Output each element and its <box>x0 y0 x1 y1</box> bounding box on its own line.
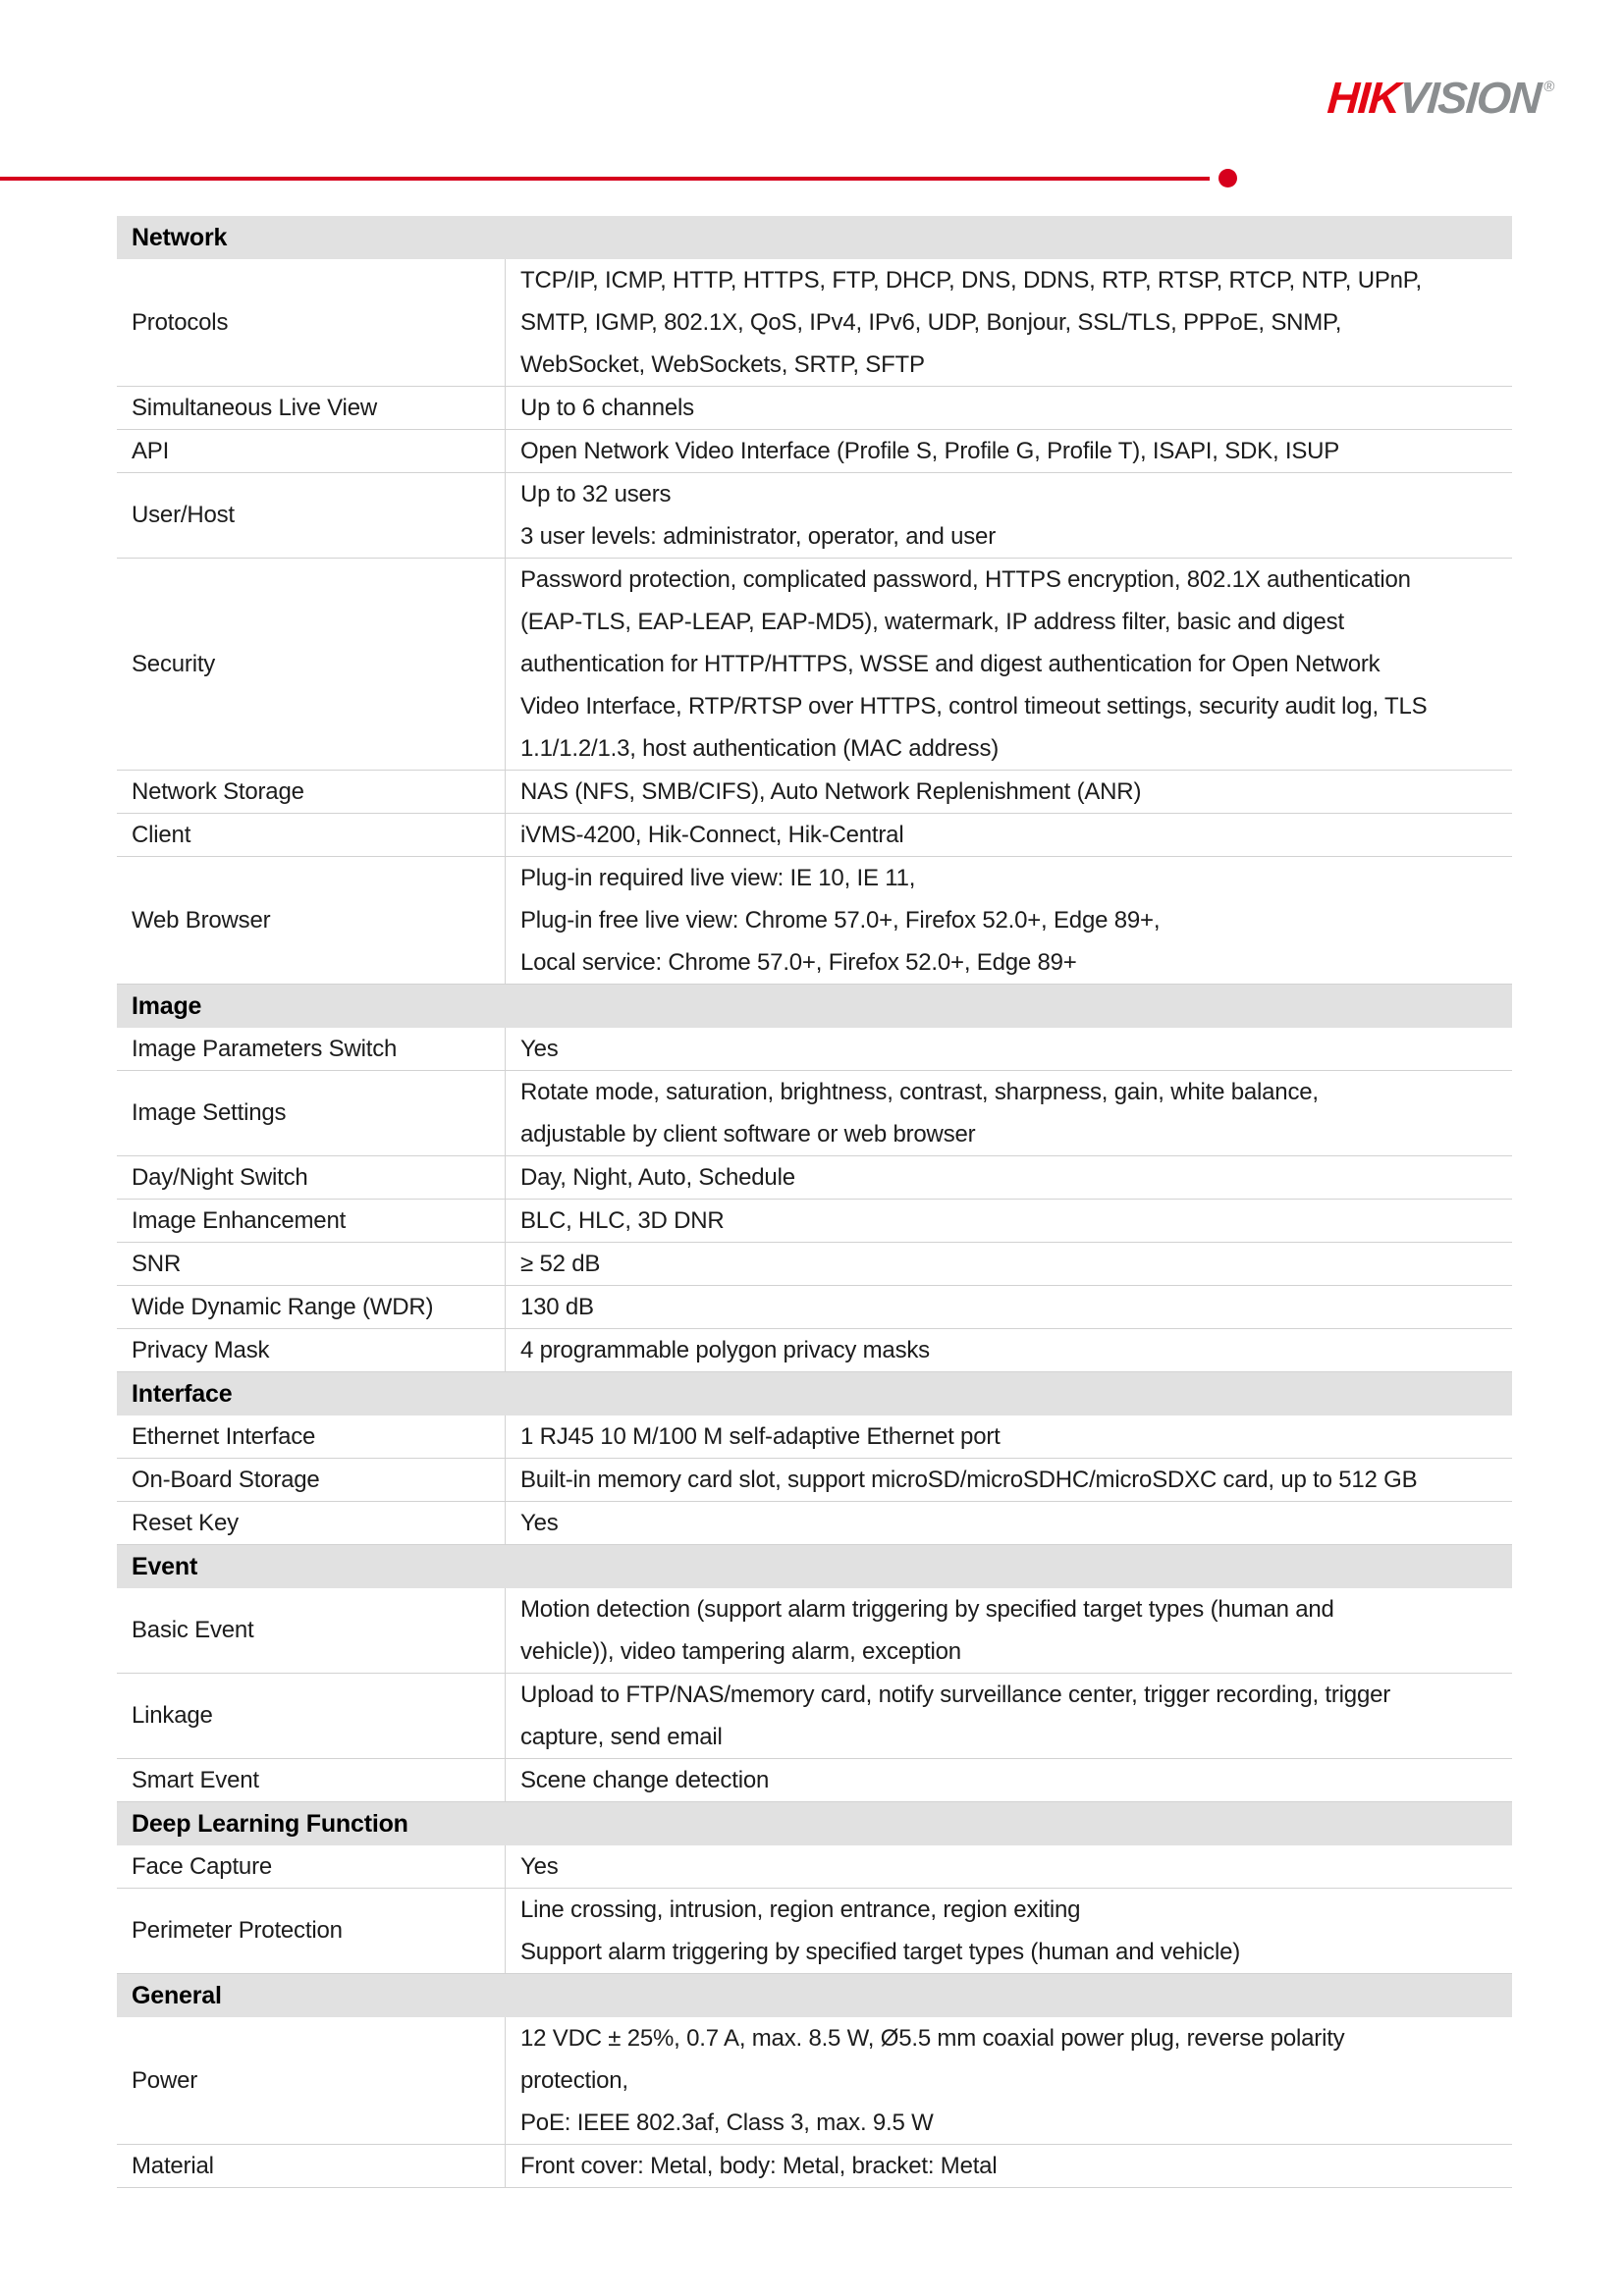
spec-value-line: BLC, HLC, 3D DNR <box>520 1207 725 1234</box>
spec-value-line: TCP/IP, ICMP, HTTP, HTTPS, FTP, DHCP, DNS, DDNS, RTP, RTSP, RTCP, NTP, UPnP, <box>520 267 1422 294</box>
spec-value-line: Yes <box>520 1036 559 1062</box>
spec-name-cell: On-Board Storage <box>117 1459 506 1501</box>
spec-value-cell <box>506 2017 1512 2144</box>
header-rule <box>0 177 1210 181</box>
spec-value-line: protection, <box>520 2067 628 2094</box>
spec-row <box>117 1415 1512 1459</box>
spec-row <box>117 1200 1512 1243</box>
spec-name-cell: API <box>117 430 506 472</box>
spec-value-line: Line crossing, intrusion, region entrance, region exiting <box>520 1896 1081 1923</box>
spec-value-line: ≥ 52 dB <box>520 1251 601 1277</box>
spec-name-cell: Security <box>117 559 506 770</box>
spec-value-line: NAS (NFS, SMB/CIFS), Auto Network Replenishment (ANR) <box>520 778 1142 805</box>
spec-row <box>117 1028 1512 1071</box>
spec-value-cell <box>506 1243 1512 1285</box>
spec-value-line: Video Interface, RTP/RTSP over HTTPS, control timeout settings, security audit log, TLS <box>520 693 1428 720</box>
spec-value-line: Password protection, complicated password, HTTPS encryption, 802.1X authentication <box>520 566 1411 593</box>
spec-value-line: (EAP-TLS, EAP-LEAP, EAP-MD5), watermark, IP address filter, basic and digest <box>520 609 1344 635</box>
spec-value-line: Yes <box>520 1510 559 1536</box>
spec-name-cell: Privacy Mask <box>117 1329 506 1371</box>
spec-value-line: Motion detection (support alarm triggering by specified target types (human and <box>520 1596 1334 1623</box>
spec-value-cell <box>506 259 1512 386</box>
spec-value-cell <box>506 1502 1512 1544</box>
section-header-row <box>117 1802 1512 1845</box>
spec-row <box>117 1588 1512 1674</box>
spec-value-line: Rotate mode, saturation, brightness, contrast, sharpness, gain, white balance, <box>520 1079 1319 1105</box>
spec-row <box>117 1759 1512 1802</box>
section-header-row <box>117 985 1512 1028</box>
spec-name-cell: Protocols <box>117 259 506 386</box>
spec-name-cell: Image Enhancement <box>117 1200 506 1242</box>
spec-name-cell: Simultaneous Live View <box>117 387 506 429</box>
spec-value-line: Support alarm triggering by specified target types (human and vehicle) <box>520 1939 1241 1965</box>
logo-vision-text: VISION <box>1397 73 1543 123</box>
spec-value-line: PoE: IEEE 802.3af, Class 3, max. 9.5 W <box>520 2109 934 2136</box>
spec-row <box>117 814 1512 857</box>
spec-value-cell <box>506 430 1512 472</box>
spec-row <box>117 1502 1512 1545</box>
spec-row <box>117 2017 1512 2145</box>
spec-value-line: 4 programmable polygon privacy masks <box>520 1337 930 1363</box>
spec-value-cell <box>506 1415 1512 1458</box>
spec-name-cell: Day/Night Switch <box>117 1156 506 1199</box>
spec-value-cell <box>506 1588 1512 1673</box>
spec-value-line: Built-in memory card slot, support microSD/microSDHC/microSDXC card, up to 512 GB <box>520 1467 1418 1493</box>
spec-row <box>117 1674 1512 1759</box>
spec-value-cell <box>506 771 1512 813</box>
spec-row <box>117 1071 1512 1156</box>
spec-value-line: SMTP, IGMP, 802.1X, QoS, IPv4, IPv6, UDP, Bonjour, SSL/TLS, PPPoE, SNMP, <box>520 309 1342 336</box>
spec-name-cell: Ethernet Interface <box>117 1415 506 1458</box>
spec-name-cell: Web Browser <box>117 857 506 984</box>
spec-name-cell: Wide Dynamic Range (WDR) <box>117 1286 506 1328</box>
spec-value-line: Yes <box>520 1853 559 1880</box>
spec-value-cell <box>506 1459 1512 1501</box>
spec-value-cell <box>506 1759 1512 1801</box>
spec-value-cell <box>506 473 1512 558</box>
spec-name-cell: Image Settings <box>117 1071 506 1155</box>
spec-value-line: Scene change detection <box>520 1767 770 1793</box>
spec-table <box>117 216 1512 2188</box>
spec-value-cell <box>506 1889 1512 1973</box>
spec-value-cell <box>506 857 1512 984</box>
spec-name-cell: Client <box>117 814 506 856</box>
spec-row <box>117 387 1512 430</box>
spec-name-cell: SNR <box>117 1243 506 1285</box>
section-title: General <box>132 1981 222 2009</box>
spec-value-line: Local service: Chrome 57.0+, Firefox 52.0+, Edge 89+ <box>520 949 1077 976</box>
spec-value-cell <box>506 1028 1512 1070</box>
spec-row <box>117 1243 1512 1286</box>
spec-row <box>117 259 1512 387</box>
section-title: Event <box>132 1552 198 1580</box>
spec-row <box>117 1156 1512 1200</box>
spec-value-cell <box>506 559 1512 770</box>
spec-value-line: Plug-in free live view: Chrome 57.0+, Firefox 52.0+, Edge 89+, <box>520 907 1161 934</box>
section-title: Image <box>132 991 202 1020</box>
logo-hik-text: HIK <box>1326 73 1402 123</box>
spec-value-line: WebSocket, WebSockets, SRTP, SFTP <box>520 351 925 378</box>
spec-name-cell: Perimeter Protection <box>117 1889 506 1973</box>
spec-value-line: vehicle)), video tampering alarm, exception <box>520 1638 961 1665</box>
spec-row <box>117 1459 1512 1502</box>
spec-value-line: authentication for HTTP/HTTPS, WSSE and digest authentication for Open Network <box>520 651 1380 677</box>
section-header-row <box>117 1545 1512 1588</box>
spec-row <box>117 559 1512 771</box>
spec-value-line: 3 user levels: administrator, operator, and user <box>520 523 996 550</box>
spec-row <box>117 2145 1512 2188</box>
section-title: Network <box>132 223 228 251</box>
header-rule-dot <box>1218 169 1237 187</box>
spec-value-line: Front cover: Metal, body: Metal, bracket: Metal <box>520 2153 998 2179</box>
spec-name-cell: Smart Event <box>117 1759 506 1801</box>
section-header-row <box>117 1974 1512 2017</box>
spec-value-line: Open Network Video Interface (Profile S, Profile G, Profile T), ISAPI, SDK, ISUP <box>520 438 1340 464</box>
spec-name-cell: Material <box>117 2145 506 2187</box>
spec-value-line: adjustable by client software or web browser <box>520 1121 976 1148</box>
spec-value-line: Up to 32 users <box>520 481 672 507</box>
spec-value-line: 12 VDC ± 25%, 0.7 A, max. 8.5 W, Ø5.5 mm coaxial power plug, reverse polarity <box>520 2025 1345 2052</box>
spec-row <box>117 430 1512 473</box>
spec-value-cell <box>506 2145 1512 2187</box>
spec-row <box>117 1329 1512 1372</box>
spec-value-cell <box>506 387 1512 429</box>
spec-name-cell: Network Storage <box>117 771 506 813</box>
spec-name-cell: Power <box>117 2017 506 2144</box>
spec-value-line: Up to 6 channels <box>520 395 694 421</box>
spec-row <box>117 1286 1512 1329</box>
spec-value-cell <box>506 1071 1512 1155</box>
spec-name-cell: Basic Event <box>117 1588 506 1673</box>
spec-value-line: Plug-in required live view: IE 10, IE 11, <box>520 865 916 891</box>
spec-name-cell: Face Capture <box>117 1845 506 1888</box>
section-header-row <box>117 1372 1512 1415</box>
spec-row <box>117 1845 1512 1889</box>
spec-value-line: Day, Night, Auto, Schedule <box>520 1164 795 1191</box>
spec-row <box>117 473 1512 559</box>
spec-row <box>117 1889 1512 1974</box>
spec-value-line: iVMS-4200, Hik-Connect, Hik-Central <box>520 822 904 848</box>
spec-value-line: 1 RJ45 10 M/100 M self-adaptive Ethernet port <box>520 1423 1001 1450</box>
spec-value-cell <box>506 1156 1512 1199</box>
section-header-row <box>117 216 1512 259</box>
spec-value-cell <box>506 1286 1512 1328</box>
spec-value-line: 1.1/1.2/1.3, host authentication (MAC address) <box>520 735 1000 762</box>
spec-value-cell <box>506 814 1512 856</box>
spec-value-line: 130 dB <box>520 1294 594 1320</box>
section-title: Interface <box>132 1379 233 1408</box>
spec-value-line: capture, send email <box>520 1724 723 1750</box>
section-title: Deep Learning Function <box>132 1809 408 1838</box>
registered-trademark: ® <box>1543 79 1556 95</box>
spec-row <box>117 857 1512 985</box>
spec-value-cell <box>506 1200 1512 1242</box>
spec-value-cell <box>506 1329 1512 1371</box>
spec-value-cell <box>506 1845 1512 1888</box>
spec-row <box>117 771 1512 814</box>
spec-name-cell: Image Parameters Switch <box>117 1028 506 1070</box>
spec-value-line: Upload to FTP/NAS/memory card, notify surveillance center, trigger recording, trigger <box>520 1682 1391 1708</box>
spec-value-cell <box>506 1674 1512 1758</box>
spec-name-cell: User/Host <box>117 473 506 558</box>
spec-name-cell: Linkage <box>117 1674 506 1758</box>
hikvision-logo <box>1326 73 1556 124</box>
spec-name-cell: Reset Key <box>117 1502 506 1544</box>
